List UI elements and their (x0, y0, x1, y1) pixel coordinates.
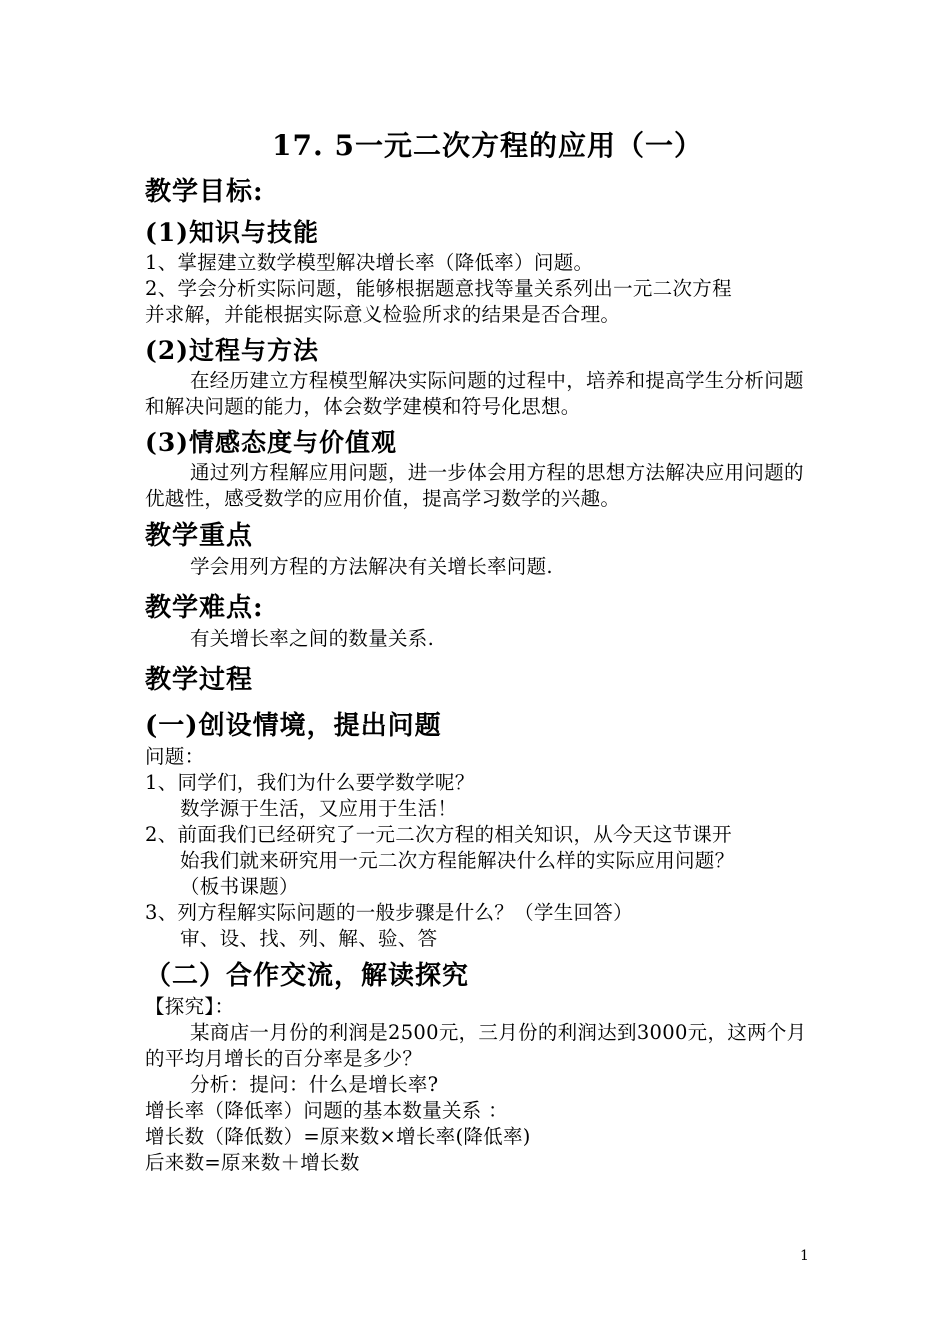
section-1-heading: (一)创设情境，提出问题 (145, 711, 442, 741)
analysis-text: 分析：提问：什么是增长率? (190, 1073, 439, 1096)
process-method-heading: (2)过程与方法 (145, 336, 320, 365)
question-1-answer: 数学源于生活，又应用于生活！ (180, 797, 458, 820)
difficulty-text: 有关增长率之间的数量关系. (190, 627, 435, 650)
document-title: 17. 5一元二次方程的应用（一） (272, 129, 703, 162)
question-2-line-2: 始我们就来研究用一元二次方程能解决什么样的实际应用问题？ (180, 849, 735, 872)
knowledge-item-2-line-1: 2、学会分析实际问题，能够根据题意找等量关系列出一元二次方程 (145, 277, 732, 300)
page-number: 1 (800, 1248, 809, 1264)
question-3: 3、列方程解实际问题的一般步骤是什么？（学生回答） (145, 901, 633, 924)
question-2-line-3: （板书课题） (180, 875, 299, 898)
process-method-text: 在经历建立方程模型解决实际问题的过程中，培养和提高学生分析问题和解决问题的能力，体会数学建模和符号化思想。 (145, 369, 804, 418)
emotion-heading: (3)情感态度与价值观 (145, 428, 398, 457)
section-2-heading: （二）合作交流，解读探究 (145, 961, 470, 991)
knowledge-heading: (1)知识与技能 (145, 218, 320, 247)
key-point-text: 学会用列方程的方法解决有关增长率问题. (190, 555, 553, 578)
relation-title: 增长率（降低率）问题的基本数量关系 ： (145, 1099, 508, 1122)
relation-1: 增长数（降低数）=原来数×增长率(降低率) (145, 1125, 531, 1148)
objectives-heading: 教学目标: (145, 177, 264, 207)
relation-2: 后来数=原来数＋增长数 (145, 1151, 360, 1174)
key-point-heading: 教学重点 (145, 521, 254, 551)
question-3-answer: 审、设、找、列、解、验、答 (180, 927, 438, 950)
knowledge-item-1: 1、掌握建立数学模型解决增长率（降低率）问题。 (145, 251, 594, 274)
question-label: 问题： (145, 745, 205, 768)
difficulty-heading: 教学难点: (145, 593, 264, 623)
explore-label: 【探究】： (145, 995, 235, 1018)
knowledge-item-2-line-2: 并求解，并能根据实际意义检验所求的结果是否合理。 (145, 303, 621, 326)
question-1: 1、同学们，我们为什么要学数学呢？ (145, 771, 475, 794)
document-page (145, 128, 810, 1176)
explore-text: 某商店一月份的利润是2500元，三月份的利润达到3000元，这两个月的平均月增长的百分率是多少？ (145, 1021, 807, 1070)
question-2-line-1: 2、前面我们已经研究了一元二次方程的相关知识，从今天这节课开 (145, 823, 732, 846)
teaching-process-heading: 教学过程 (145, 665, 254, 695)
emotion-text: 通过列方程解应用问题，进一步体会用方程的思想方法解决应用问题的优越性，感受数学的应用价值，提高学习数学的兴趣。 (145, 461, 804, 510)
